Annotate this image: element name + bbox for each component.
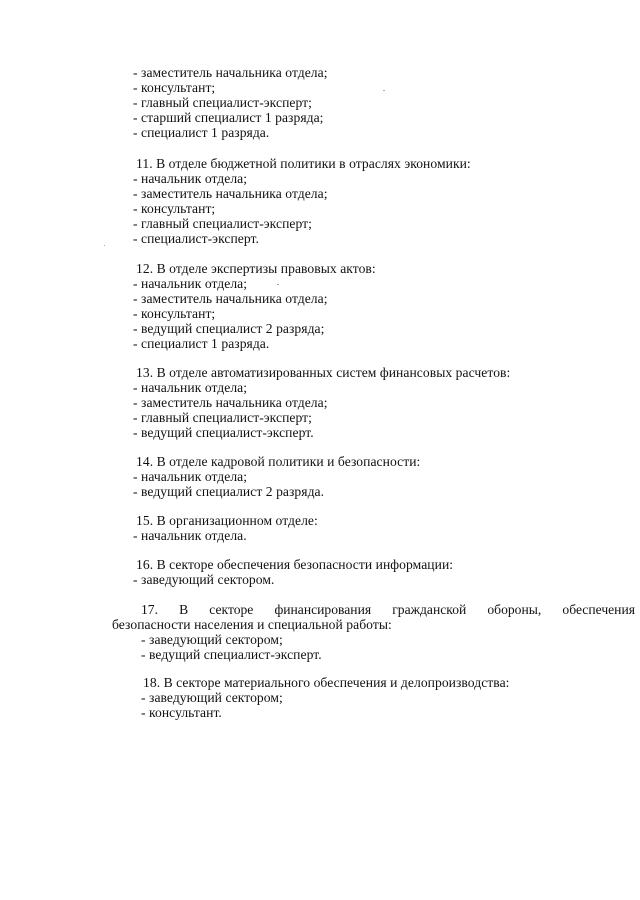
list-item: - главный специалист-эксперт; [133,410,312,425]
scan-speck [104,245,105,246]
section-heading-18: 18. В секторе материального обеспечения и делопроизводства: [143,675,510,690]
list-item: - начальник отдела; [133,276,248,291]
list-item: - заведующий сектором; [141,632,283,647]
list-item: - консультант. [141,705,222,720]
list-item: - заведующий сектором. [133,572,275,587]
list-item: - консультант; [133,306,216,321]
list-item: - старший специалист 1 разряда; [133,110,324,125]
list-item: - специалист-эксперт. [133,231,259,246]
list-item: - начальник отдела. [133,528,247,543]
section-heading-16: 16. В секторе обеспечения безопасности информации: [136,557,454,572]
list-item: - консультант; [133,201,216,216]
list-item: - главный специалист-эксперт; [133,95,312,110]
list-item: - ведущий специалист-эксперт. [141,647,322,662]
list-item: - ведущий специалист 2 разряда; [133,321,325,336]
heading-word: обеспечения [562,602,635,617]
scan-speck [277,284,279,285]
list-item: - ведущий специалист-эксперт. [133,425,314,440]
section-heading-14: 14. В отделе кадровой политики и безопасности: [136,454,421,469]
list-item: - заместитель начальника отдела; [133,65,328,80]
section-heading-15: 15. В организационном отделе: [136,513,318,528]
heading-word: В [179,602,189,617]
heading-word: гражданской [392,602,467,617]
list-item: - заведующий сектором; [141,690,283,705]
list-item: - консультант; [133,80,216,95]
list-item: - начальник отдела; [133,380,248,395]
section-heading-11: 11. В отделе бюджетной политики в отраслях экономики: [136,156,471,171]
scan-speck [383,90,385,91]
list-item: - главный специалист-эксперт; [133,216,312,231]
heading-word: обороны, [487,602,542,617]
list-item: - заместитель начальника отдела; [133,291,328,306]
heading-word: финансирования [274,602,372,617]
list-item: - ведущий специалист 2 разряда. [133,484,325,499]
section-heading-17 [141,602,635,617]
list-item: - специалист 1 разряда. [133,336,270,351]
heading-word: 17. [141,602,158,617]
list-item: - заместитель начальника отдела; [133,186,328,201]
section-heading-13: 13. В отделе автоматизированных систем финансовых расчетов: [136,365,511,380]
section-heading-12: 12. В отделе экспертизы правовых актов: [136,261,376,276]
list-item: - заместитель начальника отдела; [133,395,328,410]
section-heading-17-continuation: безопасности населения и специальной работы: [112,617,392,632]
list-item: - специалист 1 разряда. [133,125,270,140]
heading-word: секторе [209,602,254,617]
list-item: - начальник отдела; [133,171,248,186]
list-item: - начальник отдела; [133,469,248,484]
